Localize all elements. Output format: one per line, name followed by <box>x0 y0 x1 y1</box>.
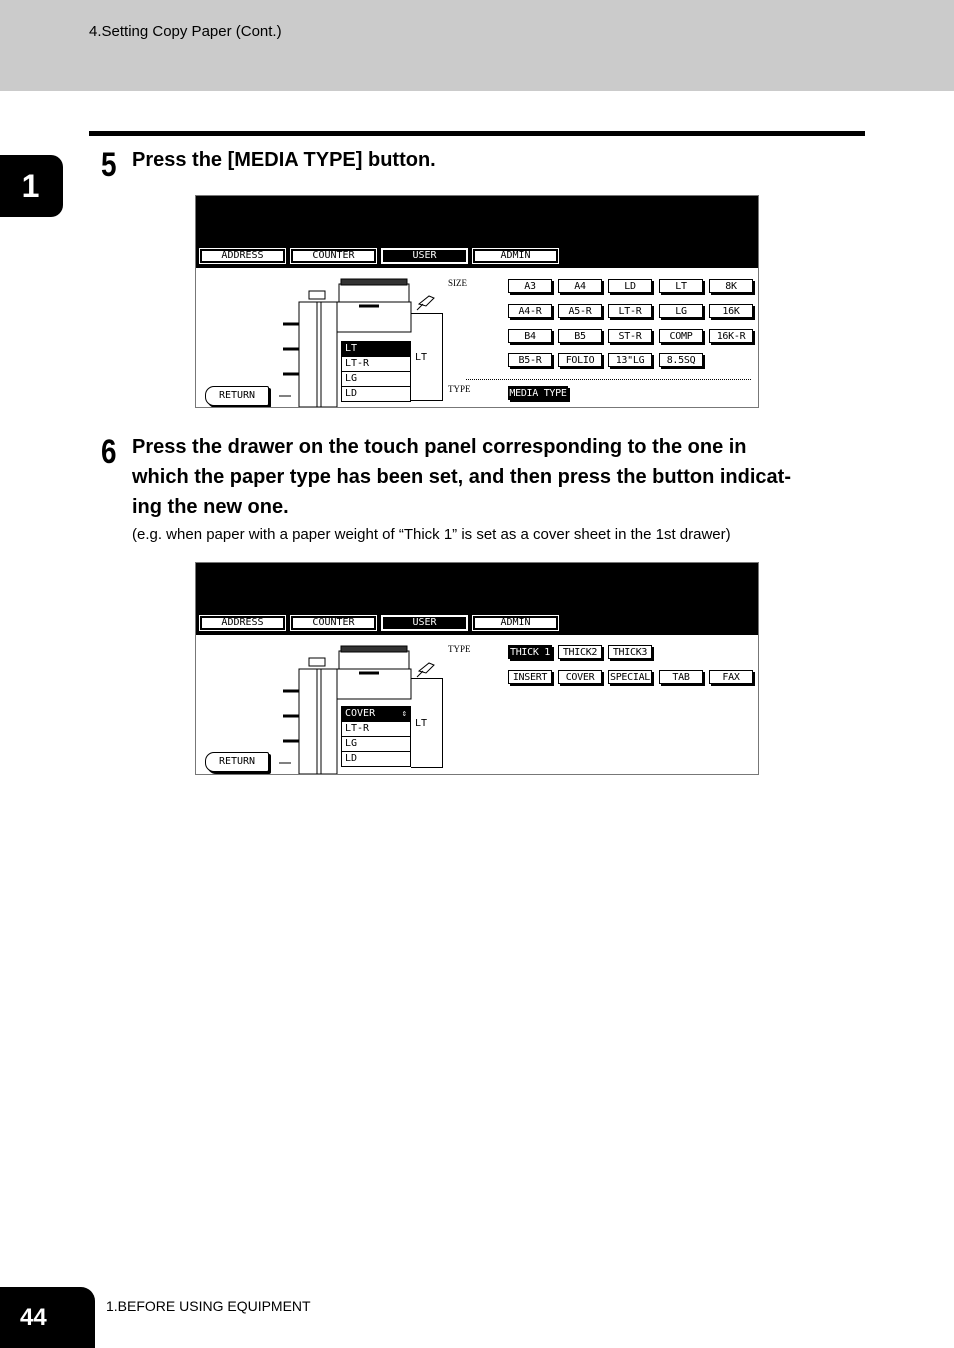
drawer-list <box>341 341 411 402</box>
drawer-3[interactable]: LG <box>341 372 411 387</box>
size-button-13lg[interactable]: 13"LG <box>608 353 652 367</box>
step-5-title: Press the [MEDIA TYPE] button. <box>132 149 436 171</box>
type-button-tab[interactable]: TAB <box>659 670 703 684</box>
panel-tabs <box>199 248 559 264</box>
panel-tabs <box>199 615 559 631</box>
type-button-fax[interactable]: FAX <box>709 670 753 684</box>
size-button-b5[interactable]: B5 <box>558 329 602 343</box>
size-button-a5-r[interactable]: A5-R <box>558 304 602 318</box>
page-number: 44 <box>0 1287 95 1348</box>
step-6-note: (e.g. when paper with a paper weight of “Thick 1” is set as a cover sheet in the 1st drawer) <box>132 526 731 543</box>
tab-admin[interactable]: ADMIN <box>472 248 559 264</box>
step-5-number: 5 <box>101 146 117 184</box>
drawer-1[interactable]: LT <box>341 341 411 357</box>
type-button-thick1[interactable]: THICK 1 <box>509 647 551 658</box>
size-button-lg[interactable]: LG <box>659 304 703 318</box>
step-6-title-line: ing the new one. <box>132 496 289 518</box>
step-6-title-line: Press the drawer on the touch panel corresponding to the one in <box>132 436 747 458</box>
type-button-thick2[interactable]: THICK2 <box>558 645 602 659</box>
step-6-number: 6 <box>101 433 117 471</box>
drawer-1-label: COVER <box>345 708 376 719</box>
touch-panel-size <box>195 195 759 408</box>
tab-counter[interactable]: COUNTER <box>290 248 377 264</box>
drawer-list <box>341 706 411 767</box>
return-button[interactable]: RETURN <box>205 752 269 772</box>
size-button-16k-r[interactable]: 16K-R <box>709 329 753 343</box>
size-button-a4-r[interactable]: A4-R <box>508 304 552 318</box>
size-button-folio[interactable]: FOLIO <box>558 353 602 367</box>
type-button-cover[interactable]: COVER <box>558 670 602 684</box>
drawer-1[interactable] <box>341 706 411 722</box>
media-type-button[interactable]: MEDIA TYPE <box>509 388 567 399</box>
type-button-special[interactable]: SPECIAL <box>609 672 651 683</box>
size-button-8k[interactable]: 8K <box>709 279 753 293</box>
drawer-4[interactable]: LD <box>341 752 411 767</box>
drawer-4[interactable]: LD <box>341 387 411 402</box>
footer-section: 1.BEFORE USING EQUIPMENT <box>106 1298 311 1314</box>
chapter-tab: 1 <box>0 155 63 217</box>
up-down-arrow-icon: ⇕ <box>401 709 407 719</box>
bypass-tray[interactable]: LT <box>411 313 443 401</box>
tab-user[interactable]: USER <box>381 615 468 631</box>
bypass-tray[interactable]: LT <box>411 678 443 768</box>
size-button-st-r[interactable]: ST-R <box>608 329 652 343</box>
header-band <box>0 0 954 91</box>
touch-panel-type <box>195 562 759 775</box>
tab-admin[interactable]: ADMIN <box>472 615 559 631</box>
tab-counter[interactable]: COUNTER <box>290 615 377 631</box>
step-6-title-line: which the paper type has been set, and then press the button indicat- <box>132 466 791 488</box>
type-label: TYPE <box>448 384 471 394</box>
step-6-title <box>132 432 791 522</box>
drawer-2[interactable]: LT-R <box>341 722 411 737</box>
return-button[interactable]: RETURN <box>205 386 269 406</box>
type-button-insert[interactable]: INSERT <box>508 670 552 684</box>
section-rule <box>89 131 865 136</box>
size-button-comp[interactable]: COMP <box>659 329 703 343</box>
size-label: SIZE <box>448 278 467 288</box>
size-button-lt[interactable]: LT <box>659 279 703 293</box>
size-button-b4[interactable]: B4 <box>508 329 552 343</box>
size-button-16k[interactable]: 16K <box>709 304 753 318</box>
drawer-3[interactable]: LG <box>341 737 411 752</box>
size-button-a3[interactable]: A3 <box>508 279 552 293</box>
drawer-2[interactable]: LT-R <box>341 357 411 372</box>
tab-user[interactable]: USER <box>381 248 468 264</box>
size-button-a4[interactable]: A4 <box>558 279 602 293</box>
tab-address[interactable]: ADDRESS <box>199 615 286 631</box>
header-title: 4.Setting Copy Paper (Cont.) <box>89 23 282 40</box>
size-button-b5-r[interactable]: B5-R <box>508 353 552 367</box>
divider <box>466 379 751 380</box>
size-button-lt-r[interactable]: LT-R <box>608 304 652 318</box>
type-label: TYPE <box>448 644 471 654</box>
type-button-thick3[interactable]: THICK3 <box>608 645 652 659</box>
tab-address[interactable]: ADDRESS <box>199 248 286 264</box>
size-button-ld[interactable]: LD <box>608 279 652 293</box>
size-button-8-5sq[interactable]: 8.5SQ <box>659 353 703 367</box>
